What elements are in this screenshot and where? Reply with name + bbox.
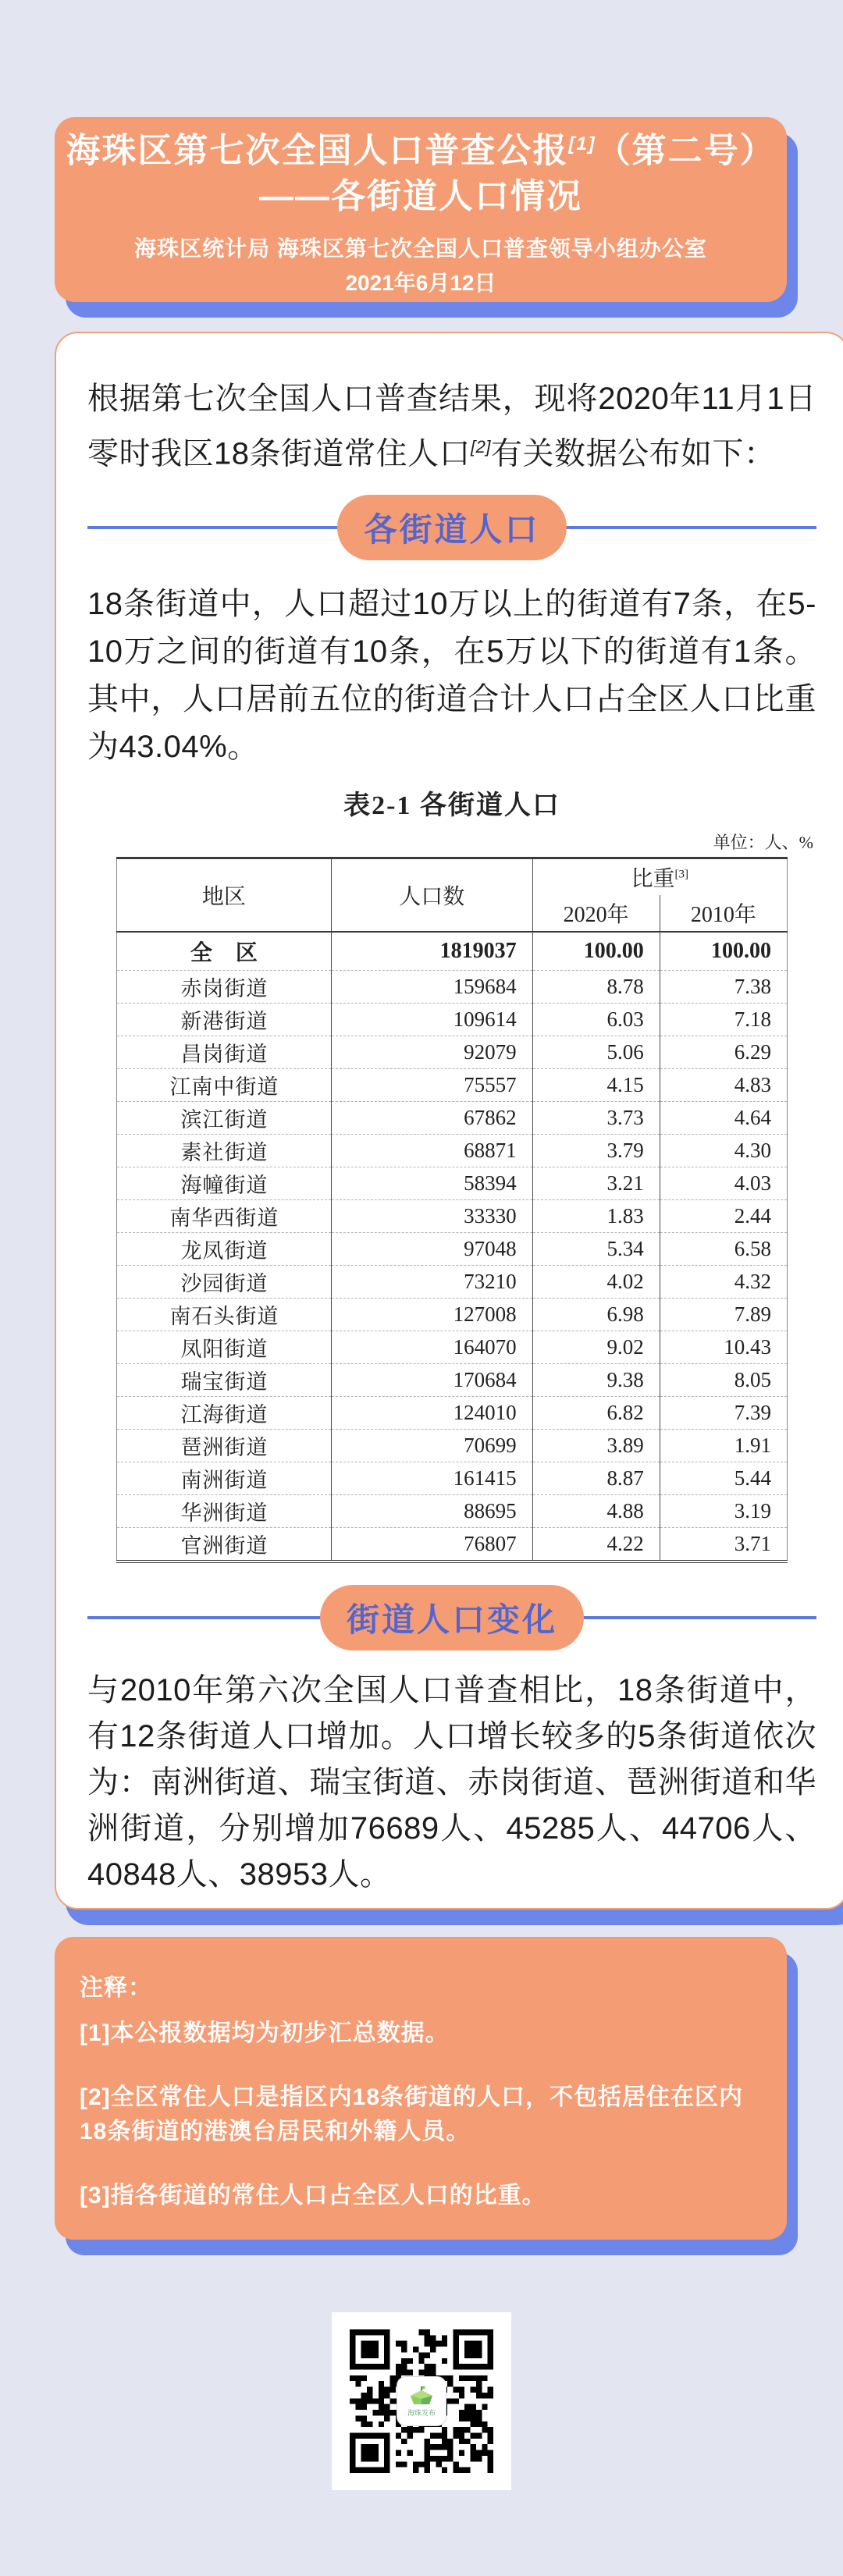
row-share-2010: 4.64 bbox=[660, 1102, 787, 1135]
row-population: 67862 bbox=[331, 1102, 532, 1135]
intro-footnote-ref: [2] bbox=[471, 437, 491, 457]
publish-date: 2021年6月12日 bbox=[345, 270, 496, 295]
row-region: 龙凤街道 bbox=[117, 1233, 332, 1266]
census-table-block bbox=[87, 783, 816, 1563]
title-main: 海珠区第七次全国人口普查公报 bbox=[66, 131, 569, 170]
table-row bbox=[117, 1495, 788, 1528]
row-region: 滨江街道 bbox=[117, 1102, 332, 1135]
row-share-2020: 5.34 bbox=[532, 1233, 660, 1266]
qr-code bbox=[350, 2329, 493, 2473]
table-row bbox=[117, 1397, 788, 1430]
row-share-2020: 9.02 bbox=[532, 1331, 660, 1364]
row-share-2010: 4.32 bbox=[660, 1266, 787, 1299]
row-region: 南石头街道 bbox=[117, 1299, 332, 1331]
row-share-2010: 4.83 bbox=[660, 1069, 787, 1102]
row-share-2010: 2.44 bbox=[660, 1200, 787, 1233]
row-share-2010: 7.18 bbox=[660, 1004, 787, 1036]
row-region: 琶洲街道 bbox=[117, 1430, 332, 1462]
row-region: 官洲街道 bbox=[117, 1528, 332, 1562]
green-island-icon bbox=[408, 2386, 435, 2409]
census-table bbox=[116, 857, 788, 1563]
table-row bbox=[117, 1331, 788, 1364]
intro-text-post: 有关数据公布如下： bbox=[490, 436, 776, 471]
table-caption: 表2-1 各街道人口 bbox=[343, 791, 560, 821]
content-card bbox=[55, 332, 843, 1910]
qr-code-tile bbox=[332, 2312, 511, 2490]
table-row bbox=[117, 1004, 788, 1036]
table-row bbox=[117, 1167, 788, 1200]
intro-paragraph bbox=[87, 375, 816, 478]
row-share-2010: 4.30 bbox=[660, 1135, 787, 1167]
row-region: 素社街道 bbox=[117, 1135, 332, 1167]
row-population: 164070 bbox=[331, 1331, 532, 1364]
title-footnote-ref: [1] bbox=[568, 133, 596, 155]
share-footnote-ref: [3] bbox=[674, 869, 689, 881]
total-share-2010: 100.00 bbox=[660, 932, 787, 971]
col-header-2020: 2020年 bbox=[532, 895, 660, 932]
row-population: 75557 bbox=[331, 1069, 532, 1102]
table-row bbox=[117, 971, 788, 1004]
row-population: 33330 bbox=[331, 1200, 532, 1233]
share-label: 比重 bbox=[631, 867, 675, 892]
row-population: 58394 bbox=[331, 1167, 532, 1200]
row-region: 瑞宝街道 bbox=[117, 1364, 332, 1397]
row-region: 华洲街道 bbox=[117, 1495, 332, 1528]
table-row bbox=[117, 1200, 788, 1233]
row-region: 沙园街道 bbox=[117, 1266, 332, 1299]
table-unit-note: 单位：人、% bbox=[713, 833, 813, 853]
section1-divider bbox=[87, 498, 816, 557]
row-share-2010: 7.38 bbox=[660, 971, 787, 1004]
notes-list bbox=[80, 2016, 787, 2213]
row-region: 昌岗街道 bbox=[117, 1036, 332, 1069]
section1-badge: 各街道人口 bbox=[337, 495, 566, 560]
row-share-2010: 10.43 bbox=[660, 1331, 787, 1364]
col-header-region: 地区 bbox=[117, 858, 332, 933]
table-row bbox=[117, 1528, 788, 1562]
row-share-2020: 6.82 bbox=[532, 1397, 660, 1430]
table-row bbox=[117, 1364, 788, 1397]
row-share-2010: 8.05 bbox=[660, 1364, 787, 1397]
row-share-2020: 4.22 bbox=[532, 1528, 660, 1562]
row-share-2010: 3.19 bbox=[660, 1495, 787, 1528]
qr-center-logo bbox=[397, 2376, 446, 2426]
row-population: 73210 bbox=[331, 1266, 532, 1299]
row-share-2020: 4.88 bbox=[532, 1495, 660, 1528]
notes-card bbox=[55, 1937, 787, 2240]
table-row bbox=[117, 1430, 788, 1462]
note-item: [3]指各街道的常住人口占全区人口的比重。 bbox=[80, 2183, 546, 2208]
table-row bbox=[117, 1102, 788, 1135]
row-share-2020: 3.89 bbox=[532, 1430, 660, 1462]
row-region: 江海街道 bbox=[117, 1397, 332, 1430]
total-share-2020: 100.00 bbox=[532, 932, 660, 971]
row-share-2020: 1.83 bbox=[532, 1200, 660, 1233]
row-share-2010: 3.71 bbox=[660, 1528, 787, 1562]
row-share-2020: 3.21 bbox=[532, 1167, 660, 1200]
table-row bbox=[117, 1036, 788, 1069]
row-population: 97048 bbox=[331, 1233, 532, 1266]
section2-divider bbox=[87, 1588, 816, 1647]
row-share-2020: 9.38 bbox=[532, 1364, 660, 1397]
row-region: 新港街道 bbox=[117, 1004, 332, 1036]
row-share-2020: 5.06 bbox=[532, 1036, 660, 1069]
row-population: 109614 bbox=[331, 1004, 532, 1036]
table-row bbox=[117, 1266, 788, 1299]
row-population: 124010 bbox=[331, 1397, 532, 1430]
row-region: 凤阳街道 bbox=[117, 1331, 332, 1364]
row-share-2010: 7.89 bbox=[660, 1299, 787, 1331]
row-share-2010: 6.29 bbox=[660, 1036, 787, 1069]
row-region: 赤岗街道 bbox=[117, 971, 332, 1004]
title-tail: （第二号） bbox=[596, 131, 776, 170]
header-card bbox=[55, 117, 787, 302]
row-share-2020: 8.78 bbox=[532, 971, 660, 1004]
table-total-row bbox=[117, 932, 788, 971]
section1-paragraph: 18条街道中，人口超过10万以上的街道有7条，在5-10万之间的街道有10条，在5万以下的街道有1条。其中，人口居前五位的街道合计人口占全区人口比重为43.04%。 bbox=[87, 587, 816, 765]
table-row bbox=[117, 1462, 788, 1495]
table-row bbox=[117, 1069, 788, 1102]
col-header-share bbox=[532, 858, 787, 896]
row-population: 88695 bbox=[331, 1495, 532, 1528]
qr-logo-text: 海珠发布 bbox=[407, 2409, 436, 2417]
row-population: 68871 bbox=[331, 1135, 532, 1167]
row-share-2020: 3.73 bbox=[532, 1102, 660, 1135]
row-share-2020: 4.02 bbox=[532, 1266, 660, 1299]
row-population: 161415 bbox=[331, 1462, 532, 1495]
row-share-2020: 6.98 bbox=[532, 1299, 660, 1331]
row-region: 南洲街道 bbox=[117, 1462, 332, 1495]
row-share-2010: 5.44 bbox=[660, 1462, 787, 1495]
row-region: 江南中街道 bbox=[117, 1069, 332, 1102]
col-header-population: 人口数 bbox=[331, 858, 532, 933]
notes-title: 注释： bbox=[80, 1975, 152, 2001]
row-region: 南华西街道 bbox=[117, 1200, 332, 1233]
table-row bbox=[117, 1233, 788, 1266]
row-region: 海幢街道 bbox=[117, 1167, 332, 1200]
total-region: 全 区 bbox=[190, 941, 258, 966]
row-share-2010: 1.91 bbox=[660, 1430, 787, 1462]
row-population: 92079 bbox=[331, 1036, 532, 1069]
row-population: 70699 bbox=[331, 1430, 532, 1462]
row-population: 127008 bbox=[331, 1299, 532, 1331]
row-population: 170684 bbox=[331, 1364, 532, 1397]
row-share-2020: 8.87 bbox=[532, 1462, 660, 1495]
row-share-2010: 7.39 bbox=[660, 1397, 787, 1430]
row-share-2010: 4.03 bbox=[660, 1167, 787, 1200]
total-population: 1819037 bbox=[331, 932, 532, 971]
row-share-2020: 3.79 bbox=[532, 1135, 660, 1167]
row-share-2010: 6.58 bbox=[660, 1233, 787, 1266]
note-item: [2]全区常住人口是指区内18条街道的人口，不包括居住在区内18条街道的港澳台居民和外籍人员。 bbox=[80, 2084, 744, 2144]
section2-badge: 街道人口变化 bbox=[320, 1585, 584, 1650]
page-title-line1 bbox=[66, 122, 775, 174]
table-row bbox=[117, 1135, 788, 1167]
page-title-line2: ——各街道人口情况 bbox=[259, 176, 582, 215]
section2-paragraph: 与2010年第六次全国人口普查相比，18条街道中，有12条街道人口增加。人口增长较多的5条街道依次为：南洲街道、瑞宝街道、赤岗街道、琶洲街道和华洲街道，分别增加76689人、45285人、44706人、40848人、38953人。 bbox=[87, 1673, 816, 1892]
row-share-2020: 6.03 bbox=[532, 1004, 660, 1036]
col-header-2010: 2010年 bbox=[660, 895, 787, 932]
table-body bbox=[117, 932, 788, 1562]
table-row bbox=[117, 1299, 788, 1331]
issuing-org: 海珠区统计局 海珠区第七次全国人口普查领导小组办公室 bbox=[134, 236, 707, 261]
row-share-2020: 4.15 bbox=[532, 1069, 660, 1102]
note-item: [1]本公报数据均为初步汇总数据。 bbox=[80, 2020, 450, 2046]
row-population: 159684 bbox=[331, 971, 532, 1004]
intro-text-pre: 根据第七次全国人口普查结果，现将2020年11月1日零时我区18条街道常住人口 bbox=[87, 382, 816, 471]
row-population: 76807 bbox=[331, 1528, 532, 1562]
